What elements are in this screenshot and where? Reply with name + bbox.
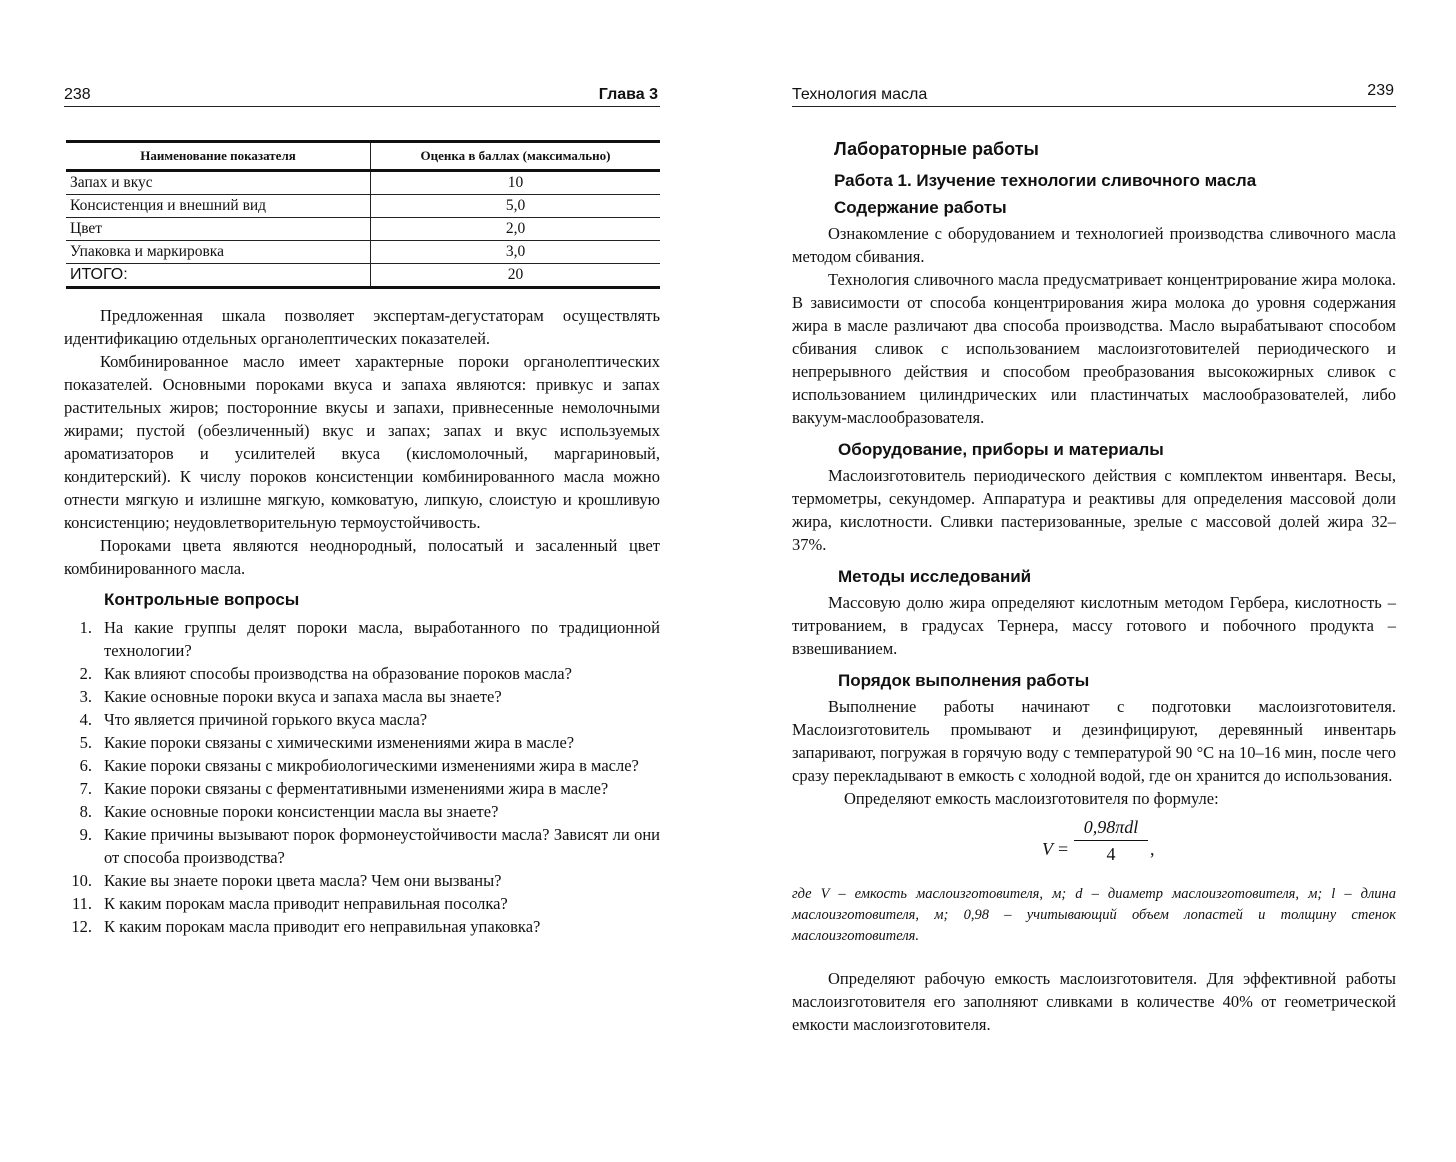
list-item	[64, 915, 660, 938]
formula-intro: Определяют емкость маслоизготовителя по формуле:	[844, 789, 1219, 808]
formula-trail: ,	[1150, 839, 1155, 859]
score-table-header-row	[66, 142, 660, 171]
formula	[792, 816, 1396, 884]
questions-list	[64, 616, 660, 938]
score-table	[66, 140, 660, 289]
list-item-text: Какие пороки связаны с микробиологическими изменениями жира в масле?	[104, 756, 639, 775]
list-item-text: Что является причиной горького вкуса масла?	[104, 710, 428, 729]
table-cell-value: 5,0	[371, 195, 661, 218]
section-title-content: Содержание работы	[834, 198, 1007, 217]
list-item	[64, 731, 660, 754]
list-item	[64, 662, 660, 685]
list-item-text: Как влияют способы производства на образование пороков масла?	[104, 664, 572, 683]
table-cell-name: Запах и вкус	[66, 171, 371, 195]
list-item-number: 1.	[79, 618, 92, 637]
list-item-number: 10.	[71, 871, 92, 890]
section-title-procedure: Порядок выполнения работы	[838, 671, 1090, 690]
section-title-methods: Методы исследований	[838, 567, 1032, 586]
list-item-text: Какие причины вызывают порок формонеустойчивости масла? Зависят ли они от способа производства?	[104, 825, 660, 867]
list-item-number: 7.	[79, 779, 92, 798]
right-running-head	[792, 84, 1396, 107]
table-cell-name: ИТОГО:	[66, 264, 371, 288]
paragraph: Выполнение работы начинают с подготовки маслоизготовителя. Маслоизготовитель промывают и дезинфицируют, деревянный инвентарь запаривают, погружая в горячую воду с температурой 90 °С на 10–16 мин, после чего сразу перекладывают в емкость с холодной водой, где он хранится до использования.	[792, 697, 1396, 785]
section-title-equipment: Оборудование, приборы и материалы	[838, 440, 1164, 459]
table-row	[66, 195, 660, 218]
formula-numerator: 0,98πdl	[1074, 816, 1148, 841]
right-page-number: 239	[1367, 82, 1394, 99]
table-row	[66, 241, 660, 264]
right-page	[792, 0, 1396, 1162]
table-row	[66, 218, 660, 241]
formula-denominator: 4	[1106, 844, 1116, 864]
table-cell-value: 20	[371, 264, 661, 288]
list-item-number: 5.	[79, 733, 92, 752]
list-item-number: 3.	[79, 687, 92, 706]
list-item-number: 12.	[71, 917, 92, 936]
list-item-text: Какие основные пороки консистенции масла вы знаете?	[104, 802, 499, 821]
table-cell-value: 2,0	[371, 218, 661, 241]
left-running-head	[64, 84, 660, 107]
list-item	[64, 777, 660, 800]
formula-equals: =	[1058, 839, 1069, 859]
table-cell-name: Упаковка и маркировка	[66, 241, 371, 264]
left-body-text	[64, 304, 660, 938]
list-item	[64, 800, 660, 823]
list-item	[64, 823, 660, 869]
list-item	[64, 892, 660, 915]
table-cell-value: 10	[371, 171, 661, 195]
list-item-number: 8.	[79, 802, 92, 821]
score-table-header-score: Оценка в баллах (максимально)	[371, 142, 661, 171]
table-cell-value: 3,0	[371, 241, 661, 264]
formula-legend: где V – емкость маслоизготовителя, м; d – диаметр маслоизготовителя, м; l – длина маслоизготовителя, м; 0,98 – учитывающий объем лопастей и толщину стенок маслоизготовителя.	[792, 886, 1396, 944]
list-item-number: 9.	[79, 825, 92, 844]
list-item	[64, 869, 660, 892]
list-item-text: Какие пороки связаны с химическими изменениями жира в масле?	[104, 733, 575, 752]
paragraph: Массовую долю жира определяют кислотным методом Гербера, кислотность – титрованием, в градусах Тернера, массу готового и побочного продукта – взвешиванием.	[792, 593, 1396, 658]
list-item-text: Какие основные пороки вкуса и запаха масла вы знаете?	[104, 687, 502, 706]
table-row	[66, 171, 660, 195]
list-item-number: 2.	[79, 664, 92, 683]
paragraph: Определяют рабочую емкость маслоизготовителя. Для эффективной работы маслоизготовителя его заполняют сливками в количестве 40% от геометрической емкости маслоизготовителя.	[792, 969, 1396, 1034]
list-item-text: Какие вы знаете пороки цвета масла? Чем они вызваны?	[104, 871, 502, 890]
list-item-text: К каким порокам масла приводит его неправильная упаковка?	[104, 917, 541, 936]
left-page	[64, 0, 660, 1162]
table-row-total	[66, 264, 660, 288]
questions-title: Контрольные вопросы	[104, 590, 300, 609]
paragraph: Ознакомление с оборудованием и технологией производства сливочного масла методом сбивания.	[792, 224, 1396, 266]
list-item-text: Какие пороки связаны с ферментативными изменениями жира в масле?	[104, 779, 609, 798]
list-item-number: 11.	[71, 894, 92, 913]
score-table-header-name: Наименование показателя	[66, 142, 371, 171]
paragraph: Технология сливочного масла предусматривает концентрирование жира молока. В зависимости от способа концентрирования жира молока до уровня содержания жира в масле различают два способа производства. Масло вырабатывают способом сбивания сливок с использованием маслоизготовителей периодического и непрерывного действия и способом преобразования высокожирных сливок с использованием цилиндрических или пластинчатых маслообразователей, либо вакуум-маслообразователя.	[792, 270, 1396, 427]
paragraph: Пороками цвета являются неоднородный, полосатый и засаленный цвет комбинированного масла.	[64, 536, 660, 578]
table-cell-name: Консистенция и внешний вид	[66, 195, 371, 218]
paragraph: Маслоизготовитель периодического действия с комплектом инвентаря. Весы, термометры, секундомер. Аппаратура и реактивы для определения массовой доли жира, кислотности. Сливки пастеризованные, зрелые с массовой долей жира 32–37%.	[792, 466, 1396, 554]
list-item-number: 4.	[79, 710, 92, 729]
heading-work-1: Работа 1. Изучение технологии сливочного масла	[834, 171, 1257, 190]
right-running-title: Технология масла	[792, 86, 928, 103]
formula-fraction	[1074, 816, 1148, 866]
formula-lhs: V	[1042, 839, 1053, 859]
paragraph: Предложенная шкала позволяет экспертам-дегустаторам осуществлять идентификацию отдельных органолептических показателей.	[64, 306, 660, 348]
list-item	[64, 754, 660, 777]
list-item	[64, 708, 660, 731]
list-item	[64, 616, 660, 662]
heading-lab-works: Лабораторные работы	[834, 139, 1039, 159]
right-body-text	[792, 136, 1396, 1036]
table-cell-name: Цвет	[66, 218, 371, 241]
paragraph: Комбинированное масло имеет характерные пороки органолептических показателей. Основными пороками вкуса и запаха являются: привкус и запах растительных жиров; посторонние вкусы и запахи, привнесенные немолочными жирами; пустой (обезличенный) вкус и запах; запах и вкус используемых ароматизаторов и усилителей вкуса (кисломолочный, маргариновый, кондитерский). К числу пороков консистенции комбинированного масла можно отнести мягкую и излишне мягкую, комковатую, липкую, слоистую и крошливую консистенцию; неудовлетворительную термоустойчивость.	[64, 352, 660, 532]
list-item	[64, 685, 660, 708]
list-item-text: На какие группы делят пороки масла, выработанного по традиционной технологии?	[104, 618, 660, 660]
left-page-number: 238	[64, 86, 91, 103]
left-running-title: Глава 3	[598, 86, 658, 103]
list-item-text: К каким порокам масла приводит неправильная посолка?	[104, 894, 508, 913]
list-item-number: 6.	[79, 756, 92, 775]
